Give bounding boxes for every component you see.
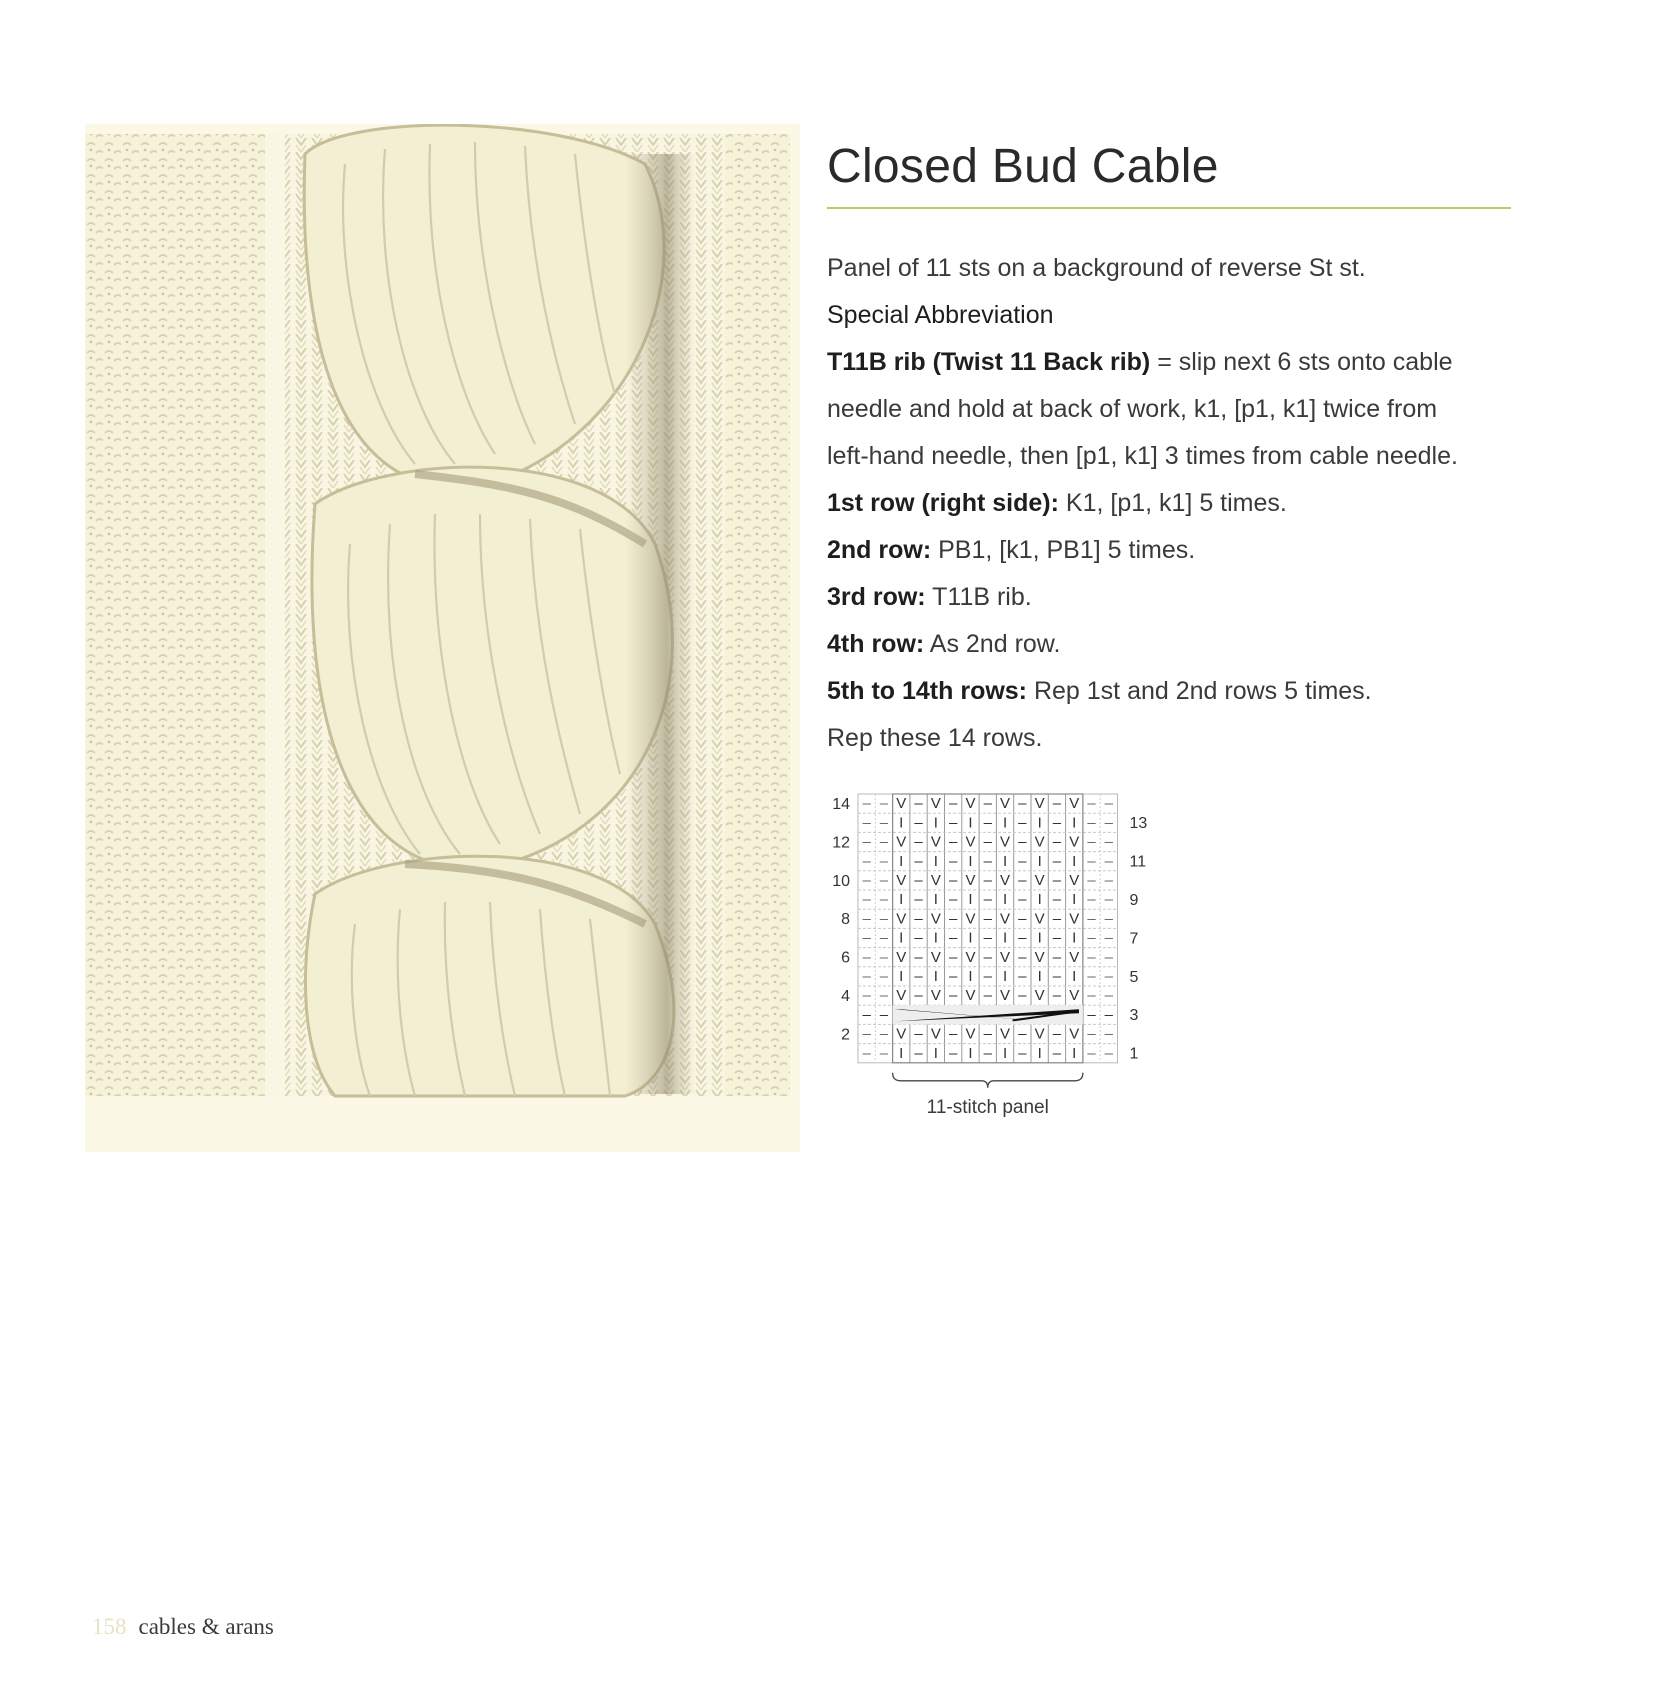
chart-stitch-symbol: – bbox=[1018, 968, 1027, 986]
chart-stitch-symbol: I bbox=[1072, 968, 1077, 986]
chart-stitch-symbol: V bbox=[1000, 795, 1011, 813]
chart-stitch-symbol: – bbox=[1104, 1025, 1114, 1043]
chart-stitch-symbol: – bbox=[914, 814, 923, 832]
chart-stitch-symbol: – bbox=[948, 910, 958, 928]
chart-stitch-symbol: – bbox=[1104, 1006, 1114, 1024]
knitting-chart bbox=[820, 786, 1190, 1126]
row-number-left: 4 bbox=[841, 987, 850, 1005]
chart-stitch-symbol: – bbox=[983, 1025, 992, 1043]
row-1-instruction bbox=[827, 480, 1517, 527]
chart-stitch-symbol: V bbox=[1000, 872, 1011, 890]
chart-stitch-symbol: V bbox=[965, 948, 976, 966]
chart-stitch-symbol: I bbox=[1037, 1044, 1042, 1062]
chart-stitch-symbol: – bbox=[879, 833, 889, 851]
chart-stitch-symbol: I bbox=[1037, 814, 1042, 832]
chart-stitch-symbol: – bbox=[879, 795, 889, 813]
chart-stitch-symbol: – bbox=[862, 1025, 871, 1043]
chart-stitch-symbol: I bbox=[1037, 968, 1042, 986]
chart-stitch-symbol: – bbox=[1104, 929, 1114, 947]
chart-stitch-symbol: V bbox=[1069, 795, 1080, 813]
chart-stitch-symbol: – bbox=[948, 833, 958, 851]
chart-stitch-symbol: – bbox=[983, 910, 992, 928]
chart-stitch-symbol: – bbox=[879, 1006, 889, 1024]
chart-stitch-symbol: I bbox=[933, 852, 938, 870]
chart-stitch-symbol: – bbox=[1087, 891, 1096, 909]
chart-stitch-symbol: I bbox=[1072, 929, 1077, 947]
chart-stitch-symbol: – bbox=[862, 872, 871, 890]
chart-stitch-symbol: V bbox=[965, 1025, 976, 1043]
chart-stitch-symbol: – bbox=[1052, 872, 1062, 890]
abbreviation-line-3: left-hand needle, then [p1, k1] 3 times from cable needle. bbox=[827, 442, 1458, 470]
chart-stitch-symbol: I bbox=[899, 968, 904, 986]
chart-stitch-symbol: V bbox=[1000, 987, 1011, 1005]
page-number: 158 bbox=[92, 1614, 127, 1639]
chart-stitch-symbol: – bbox=[862, 1044, 871, 1062]
row-text: PB1, [k1, PB1] 5 times. bbox=[931, 536, 1196, 564]
row-2-instruction bbox=[827, 527, 1517, 574]
chart-stitch-symbol: – bbox=[1087, 872, 1096, 890]
chart-stitch-symbol: – bbox=[1018, 948, 1027, 966]
chart-stitch-symbol: – bbox=[1104, 987, 1114, 1005]
chart-stitch-symbol: – bbox=[1052, 833, 1062, 851]
chart-stitch-symbol: V bbox=[1034, 795, 1045, 813]
chart-stitch-symbol: – bbox=[948, 987, 958, 1005]
chart-stitch-symbol: I bbox=[933, 929, 938, 947]
chart-stitch-symbol: – bbox=[1018, 1044, 1027, 1062]
chart-caption: 11-stitch panel bbox=[926, 1096, 1049, 1118]
chart-stitch-symbol: I bbox=[1002, 814, 1008, 832]
chart-stitch-symbol: – bbox=[914, 929, 923, 947]
chart-stitch-symbol: – bbox=[879, 1025, 889, 1043]
chart-stitch-symbol: – bbox=[1052, 948, 1062, 966]
chart-stitch-symbol: – bbox=[1018, 929, 1027, 947]
chart-stitch-symbol: – bbox=[862, 910, 871, 928]
chart-stitch-symbol: – bbox=[862, 929, 871, 947]
chart-stitch-symbol: – bbox=[1018, 814, 1027, 832]
chart-stitch-symbol: V bbox=[896, 987, 907, 1005]
chart-stitch-symbol: – bbox=[1087, 814, 1096, 832]
chart-stitch-symbol: – bbox=[1052, 1044, 1062, 1062]
row-3-instruction bbox=[827, 574, 1517, 621]
chart-stitch-symbol: V bbox=[930, 987, 941, 1005]
abbreviation-line-2: needle and hold at back of work, k1, [p1, k1] twice from bbox=[827, 395, 1438, 423]
row-text: As 2nd row. bbox=[924, 630, 1061, 658]
chart-stitch-symbol: – bbox=[914, 795, 923, 813]
chart-stitch-symbol: – bbox=[1018, 795, 1027, 813]
pattern-instructions bbox=[827, 245, 1517, 762]
chart-stitch-symbol: – bbox=[1018, 872, 1027, 890]
chart-stitch-symbol: – bbox=[1104, 872, 1114, 890]
chart-stitch-symbol: I bbox=[1002, 891, 1008, 909]
chart-stitch-symbol: – bbox=[983, 833, 992, 851]
row-text: Rep 1st and 2nd rows 5 times. bbox=[1027, 677, 1372, 705]
chart-stitch-symbol: I bbox=[933, 814, 938, 832]
chart-stitch-symbol: – bbox=[1104, 852, 1114, 870]
chart-stitch-symbol: I bbox=[933, 968, 938, 986]
chart-stitch-symbol: I bbox=[1002, 852, 1008, 870]
abbreviation-line-1 bbox=[827, 339, 1517, 386]
row-label: 4th row: bbox=[827, 630, 925, 658]
chart-stitch-symbol: – bbox=[879, 929, 889, 947]
chart-stitch-symbol: – bbox=[1087, 968, 1096, 986]
chart-stitch-symbol: – bbox=[983, 814, 992, 832]
chart-stitch-symbol: I bbox=[1072, 814, 1077, 832]
row-4-instruction bbox=[827, 621, 1517, 668]
chart-stitch-symbol: – bbox=[914, 872, 923, 890]
chart-stitch-symbol: I bbox=[968, 852, 973, 870]
chart-stitch-symbol: I bbox=[1072, 852, 1077, 870]
chart-stitch-symbol: – bbox=[914, 948, 923, 966]
chart-stitch-symbol: – bbox=[1087, 1006, 1096, 1024]
chart-stitch-symbol: I bbox=[899, 929, 904, 947]
chart-stitch-symbol: – bbox=[1087, 833, 1096, 851]
chart-stitch-symbol: V bbox=[930, 948, 941, 966]
chart-stitch-symbol: V bbox=[1034, 1025, 1045, 1043]
chart-stitch-symbol: – bbox=[914, 1025, 923, 1043]
chart-stitch-symbol: – bbox=[862, 814, 871, 832]
chart-stitch-symbol: – bbox=[983, 795, 992, 813]
row-number-left: 14 bbox=[832, 795, 850, 813]
repeat-line: Rep these 14 rows. bbox=[827, 724, 1043, 752]
chart-stitch-symbol: – bbox=[914, 852, 923, 870]
chart-stitch-symbol: – bbox=[1052, 968, 1062, 986]
chart-stitch-symbol: – bbox=[862, 833, 871, 851]
row-number-right: 1 bbox=[1129, 1045, 1139, 1063]
row-text: T11B rib. bbox=[925, 583, 1032, 611]
chart-stitch-symbol: – bbox=[1104, 1044, 1114, 1062]
chart-stitch-symbol: – bbox=[948, 929, 958, 947]
chart-stitch-symbol: V bbox=[1034, 833, 1045, 851]
chart-stitch-symbol: – bbox=[879, 910, 889, 928]
chart-stitch-symbol: – bbox=[1018, 833, 1027, 851]
chart-stitch-symbol: – bbox=[1052, 795, 1062, 813]
chart-stitch-symbol: – bbox=[879, 814, 889, 832]
chart-stitch-symbol: V bbox=[965, 872, 976, 890]
row-number-right: 11 bbox=[1129, 853, 1147, 871]
panel-line: Panel of 11 sts on a background of reverse St st. bbox=[827, 254, 1366, 282]
chart-stitch-symbol: – bbox=[914, 968, 923, 986]
panel-brace bbox=[893, 1073, 1083, 1088]
chart-stitch-symbol: – bbox=[862, 795, 871, 813]
chart-stitch-symbol: V bbox=[930, 795, 941, 813]
chart-stitch-symbol: V bbox=[1000, 910, 1011, 928]
chart-stitch-symbol: – bbox=[948, 948, 958, 966]
chart-stitch-symbol: V bbox=[1069, 1025, 1080, 1043]
chart-stitch-symbol: – bbox=[879, 872, 889, 890]
chart-stitch-symbol: – bbox=[862, 891, 871, 909]
chart-stitch-symbol: – bbox=[1104, 833, 1114, 851]
row-label: 1st row (right side): bbox=[827, 489, 1059, 517]
chart-stitch-symbol: I bbox=[933, 891, 938, 909]
chart-stitch-symbol: – bbox=[862, 852, 871, 870]
chart-stitch-symbol: V bbox=[930, 1025, 941, 1043]
chart-stitch-symbol: – bbox=[1087, 987, 1096, 1005]
chart-stitch-symbol: – bbox=[879, 1044, 889, 1062]
chart-stitch-symbol: I bbox=[899, 1044, 904, 1062]
chart-stitch-symbol: – bbox=[914, 1044, 923, 1062]
chart-stitch-symbol: – bbox=[983, 929, 992, 947]
abbreviation-definition: = slip next 6 sts onto cable bbox=[1150, 348, 1453, 376]
chart-stitch-symbol: – bbox=[1052, 891, 1062, 909]
chart-stitch-symbol: – bbox=[983, 1044, 992, 1062]
chart-stitch-symbol: – bbox=[1087, 948, 1096, 966]
chart-stitch-symbol: I bbox=[1002, 929, 1008, 947]
chart-stitch-symbol: V bbox=[896, 910, 907, 928]
chart-stitch-symbol: – bbox=[862, 948, 871, 966]
chart-stitch-symbol: V bbox=[1069, 872, 1080, 890]
chart-stitch-symbol: – bbox=[1104, 891, 1114, 909]
chart-stitch-symbol: – bbox=[1104, 948, 1114, 966]
chart-stitch-symbol: I bbox=[968, 1044, 973, 1062]
chart-stitch-symbol: – bbox=[1052, 929, 1062, 947]
chart-stitch-symbol: I bbox=[899, 852, 904, 870]
chart-stitch-symbol: V bbox=[1000, 948, 1011, 966]
chart-stitch-symbol: V bbox=[930, 872, 941, 890]
row-text: K1, [p1, k1] 5 times. bbox=[1058, 489, 1287, 517]
chart-stitch-symbol: V bbox=[965, 833, 976, 851]
chart-stitch-symbol: – bbox=[1087, 929, 1096, 947]
chart-stitch-symbol: – bbox=[914, 987, 923, 1005]
chart-stitch-symbol: V bbox=[1034, 910, 1045, 928]
chart-stitch-symbol: – bbox=[879, 852, 889, 870]
chart-stitch-symbol: I bbox=[1072, 891, 1077, 909]
chart-stitch-symbol: – bbox=[983, 948, 992, 966]
chart-stitch-symbol: – bbox=[1087, 910, 1096, 928]
chart-stitch-symbol: V bbox=[1000, 833, 1011, 851]
chart-stitch-symbol: I bbox=[899, 814, 904, 832]
chart-stitch-symbol: – bbox=[1052, 1025, 1062, 1043]
abbreviation-term: T11B rib (Twist 11 Back rib) bbox=[827, 348, 1151, 376]
chart-stitch-symbol: V bbox=[1034, 948, 1045, 966]
chart-stitch-symbol: – bbox=[914, 833, 923, 851]
row-number-left: 12 bbox=[832, 834, 850, 852]
row-number-right: 13 bbox=[1129, 815, 1148, 833]
chart-stitch-symbol: I bbox=[899, 891, 904, 909]
chart-stitch-symbol: – bbox=[983, 987, 992, 1005]
chart-stitch-symbol: – bbox=[948, 814, 958, 832]
title-rule bbox=[827, 207, 1511, 209]
chart-stitch-symbol: – bbox=[1052, 910, 1062, 928]
chart-stitch-symbol: V bbox=[1069, 910, 1080, 928]
swatch-illustration bbox=[85, 124, 800, 1152]
chart-stitch-symbol: – bbox=[1052, 852, 1062, 870]
chart-stitch-symbol: I bbox=[1037, 852, 1042, 870]
chart-stitch-symbol: – bbox=[948, 1044, 958, 1062]
row-number-right: 7 bbox=[1129, 930, 1139, 948]
chart-stitch-symbol: – bbox=[983, 852, 992, 870]
chart-stitch-symbol: V bbox=[896, 872, 907, 890]
chart-stitch-symbol: V bbox=[896, 833, 907, 851]
chart-stitch-symbol: – bbox=[879, 948, 889, 966]
chart-stitch-symbol: – bbox=[879, 968, 889, 986]
row-number-left: 2 bbox=[841, 1026, 850, 1044]
chart-stitch-symbol: – bbox=[1104, 910, 1114, 928]
chart-stitch-symbol: – bbox=[879, 987, 889, 1005]
cable-swatch-photo bbox=[85, 124, 800, 1152]
chart-stitch-symbol: V bbox=[1069, 987, 1080, 1005]
chart-stitch-symbol: – bbox=[1018, 910, 1027, 928]
chart-stitch-symbol: I bbox=[1037, 891, 1042, 909]
chart-stitch-symbol: V bbox=[965, 795, 976, 813]
row-label: 5th to 14th rows: bbox=[827, 677, 1028, 705]
chart-stitch-symbol: V bbox=[1069, 948, 1080, 966]
chart-stitch-symbol: – bbox=[983, 891, 992, 909]
pattern-text-column bbox=[827, 136, 1517, 762]
chart-stitch-symbol: – bbox=[1087, 852, 1096, 870]
chart-stitch-symbol: – bbox=[1104, 795, 1114, 813]
row-number-left: 8 bbox=[841, 911, 850, 929]
chart-stitch-symbol: – bbox=[948, 795, 958, 813]
chart-stitch-symbol: – bbox=[1018, 1025, 1027, 1043]
row-number-right: 5 bbox=[1129, 968, 1139, 986]
section-name: cables & arans bbox=[138, 1614, 274, 1639]
chart-stitch-symbol: – bbox=[948, 968, 958, 986]
chart-grid bbox=[820, 786, 1190, 1126]
chart-stitch-symbol: – bbox=[983, 872, 992, 890]
row-5-14-instruction bbox=[827, 668, 1517, 715]
chart-stitch-symbol: V bbox=[1069, 833, 1080, 851]
chart-stitch-symbol: V bbox=[896, 1025, 907, 1043]
chart-stitch-symbol: I bbox=[1072, 1044, 1077, 1062]
chart-stitch-symbol: – bbox=[862, 987, 871, 1005]
page-footer bbox=[92, 1614, 274, 1640]
chart-stitch-symbol: V bbox=[1000, 1025, 1011, 1043]
chart-stitch-symbol: V bbox=[896, 795, 907, 813]
chart-stitch-symbol: – bbox=[1052, 814, 1062, 832]
row-label: 2nd row: bbox=[827, 536, 932, 564]
chart-stitch-symbol: V bbox=[965, 910, 976, 928]
chart-stitch-symbol: V bbox=[965, 987, 976, 1005]
chart-stitch-symbol: – bbox=[983, 968, 992, 986]
row-number-right: 3 bbox=[1129, 1007, 1139, 1025]
chart-stitch-symbol: I bbox=[968, 814, 973, 832]
chart-stitch-symbol: I bbox=[968, 968, 973, 986]
chart-stitch-symbol: I bbox=[933, 1044, 938, 1062]
chart-stitch-symbol: – bbox=[862, 1006, 871, 1024]
chart-stitch-symbol: – bbox=[914, 891, 923, 909]
chart-stitch-symbol: V bbox=[930, 910, 941, 928]
chart-stitch-symbol: – bbox=[1018, 852, 1027, 870]
chart-stitch-symbol: – bbox=[1087, 1025, 1096, 1043]
pattern-title: Closed Bud Cable bbox=[827, 140, 1219, 193]
chart-stitch-symbol: – bbox=[948, 891, 958, 909]
chart-stitch-symbol: I bbox=[1037, 929, 1042, 947]
chart-stitch-symbol: – bbox=[879, 891, 889, 909]
chart-stitch-symbol: V bbox=[1034, 872, 1045, 890]
chart-stitch-symbol: I bbox=[968, 929, 973, 947]
chart-stitch-symbol: – bbox=[948, 872, 958, 890]
chart-stitch-symbol: I bbox=[1002, 1044, 1008, 1062]
chart-stitch-symbol: – bbox=[914, 910, 923, 928]
chart-stitch-symbol: – bbox=[948, 852, 958, 870]
chart-stitch-symbol: I bbox=[1002, 968, 1008, 986]
chart-stitch-symbol: – bbox=[1052, 987, 1062, 1005]
chart-stitch-symbol: – bbox=[1018, 891, 1027, 909]
chart-stitch-symbol: – bbox=[1087, 795, 1096, 813]
row-label: 3rd row: bbox=[827, 583, 926, 611]
chart-stitch-symbol: – bbox=[948, 1025, 958, 1043]
chart-stitch-symbol: V bbox=[1034, 987, 1045, 1005]
row-number-left: 6 bbox=[841, 949, 850, 967]
chart-stitch-symbol: V bbox=[930, 833, 941, 851]
row-number-right: 9 bbox=[1129, 891, 1139, 909]
chart-stitch-symbol: – bbox=[1104, 968, 1114, 986]
chart-stitch-symbol: – bbox=[1087, 1044, 1096, 1062]
chart-stitch-symbol: V bbox=[896, 948, 907, 966]
chart-stitch-symbol: – bbox=[1018, 987, 1027, 1005]
special-abbreviation-heading: Special Abbreviation bbox=[827, 301, 1054, 329]
chart-stitch-symbol: – bbox=[862, 968, 871, 986]
chart-stitch-symbol: I bbox=[968, 891, 973, 909]
row-number-left: 10 bbox=[832, 872, 850, 890]
chart-stitch-symbol: – bbox=[1104, 814, 1114, 832]
